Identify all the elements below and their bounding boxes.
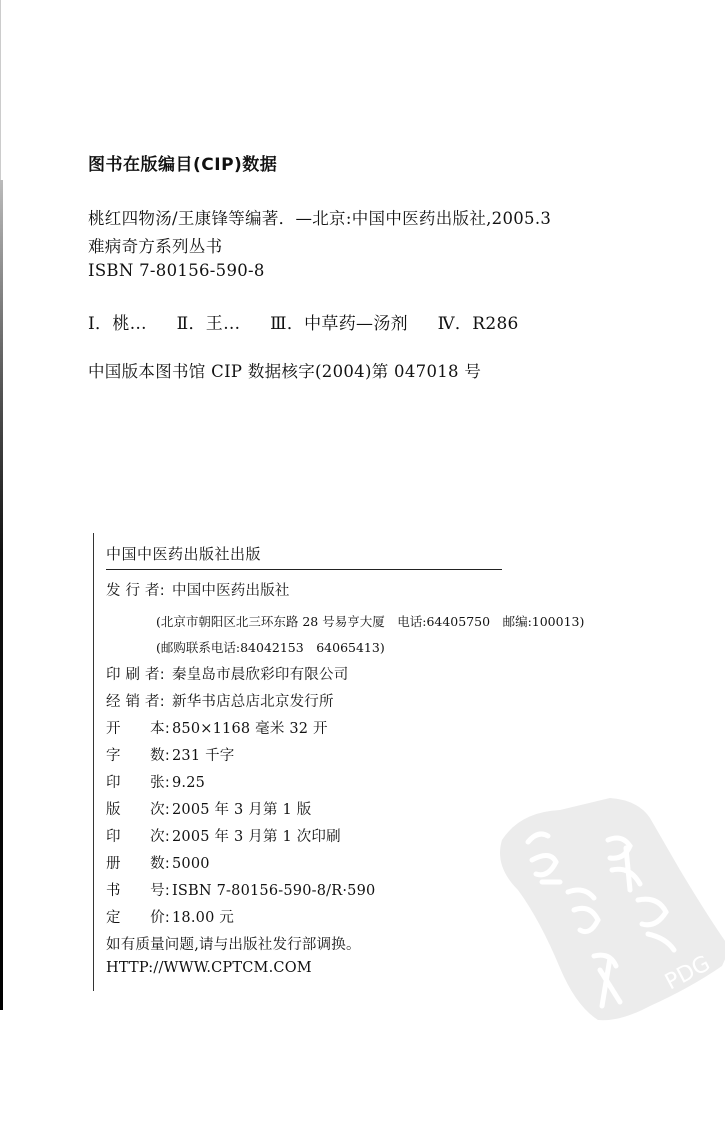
publisher-heading: 中国中医药出版社出版 [106, 545, 262, 563]
publisher-address: (北京市朝阳区北三环东路 28 号易亨大厦 电话:64405750 邮编:100013) [156, 614, 585, 629]
row-label: 发 行 者: [106, 583, 165, 599]
colophon-box [93, 533, 585, 991]
colophon-row-distributor [106, 579, 290, 600]
colophon-row-copies [106, 852, 210, 873]
row-value: 中国中医药出版社 [172, 583, 290, 599]
seal-stamp-watermark-icon [490, 770, 725, 1030]
row-value: 9.25 [172, 775, 206, 791]
classification-3: Ⅲ．中草药—汤剂 [270, 314, 408, 334]
cip-isbn-line: ISBN 7-80156-590-8 [88, 261, 265, 280]
colophon-row-word-count [106, 744, 235, 765]
colophon-row-edition [106, 798, 311, 819]
row-label: 册 数: [106, 856, 170, 872]
cip-bibliographic-line: 桃红四物汤/王康锋等编著．—北京:中国中医药出版社,2005.3 [88, 209, 552, 228]
colophon-row-format [106, 717, 328, 738]
colophon-row-price [106, 906, 234, 927]
row-value: 18.00 元 [172, 910, 235, 926]
row-label: 版 次: [106, 802, 170, 818]
row-label: 书 号: [106, 883, 170, 899]
scan-edge [0, 180, 3, 1010]
row-value: 2005 年 3 月第 1 次印刷 [172, 829, 341, 845]
row-label: 字 数: [106, 748, 170, 764]
row-value: 850×1168 毫米 32 开 [172, 721, 328, 737]
mail-order-phone: (邮购联系电话:84042153 64065413) [156, 640, 385, 655]
cip-classification [88, 309, 543, 334]
classification-4: Ⅳ．R286 [437, 314, 519, 334]
row-label: 开 本: [106, 721, 170, 737]
row-value: 新华书店总店北京发行所 [172, 694, 334, 710]
website: HTTP://WWW.CPTCM.COM [106, 960, 312, 976]
row-value: 5000 [172, 856, 210, 872]
row-value: 2005 年 3 月第 1 版 [172, 802, 312, 818]
quality-note: 如有质量问题,请与出版社发行部调换。 [106, 937, 361, 953]
colophon-row-printer [106, 663, 348, 684]
row-label: 定 价: [106, 910, 170, 926]
colophon-row-printing [106, 825, 341, 846]
scan-edge-top [0, 0, 1, 180]
colophon-row-seller [106, 690, 334, 711]
row-label: 经 销 者: [106, 694, 165, 710]
cip-title: 图书在版编目(CIP)数据 [88, 155, 278, 175]
row-label: 印 刷 者: [106, 667, 165, 683]
row-value: 231 千字 [172, 748, 235, 764]
cip-series-line: 难病奇方系列丛书 [88, 237, 223, 256]
row-value: ISBN 7-80156-590-8/R·590 [172, 883, 376, 899]
colophon-row-book-number [106, 879, 375, 900]
classification-2: Ⅱ．王… [176, 314, 241, 334]
row-value: 秦皇岛市晨欣彩印有限公司 [172, 667, 349, 683]
row-label: 印 次: [106, 829, 170, 845]
classification-1: Ⅰ．桃… [88, 314, 147, 334]
svg-text:PDG: PDG [661, 951, 715, 996]
colophon-row-sheets [106, 771, 205, 792]
row-label: 印 张: [106, 775, 170, 791]
cip-number: 中国版本图书馆 CIP 数据核字(2004)第 047018 号 [88, 362, 482, 381]
separator-rule [106, 569, 502, 570]
